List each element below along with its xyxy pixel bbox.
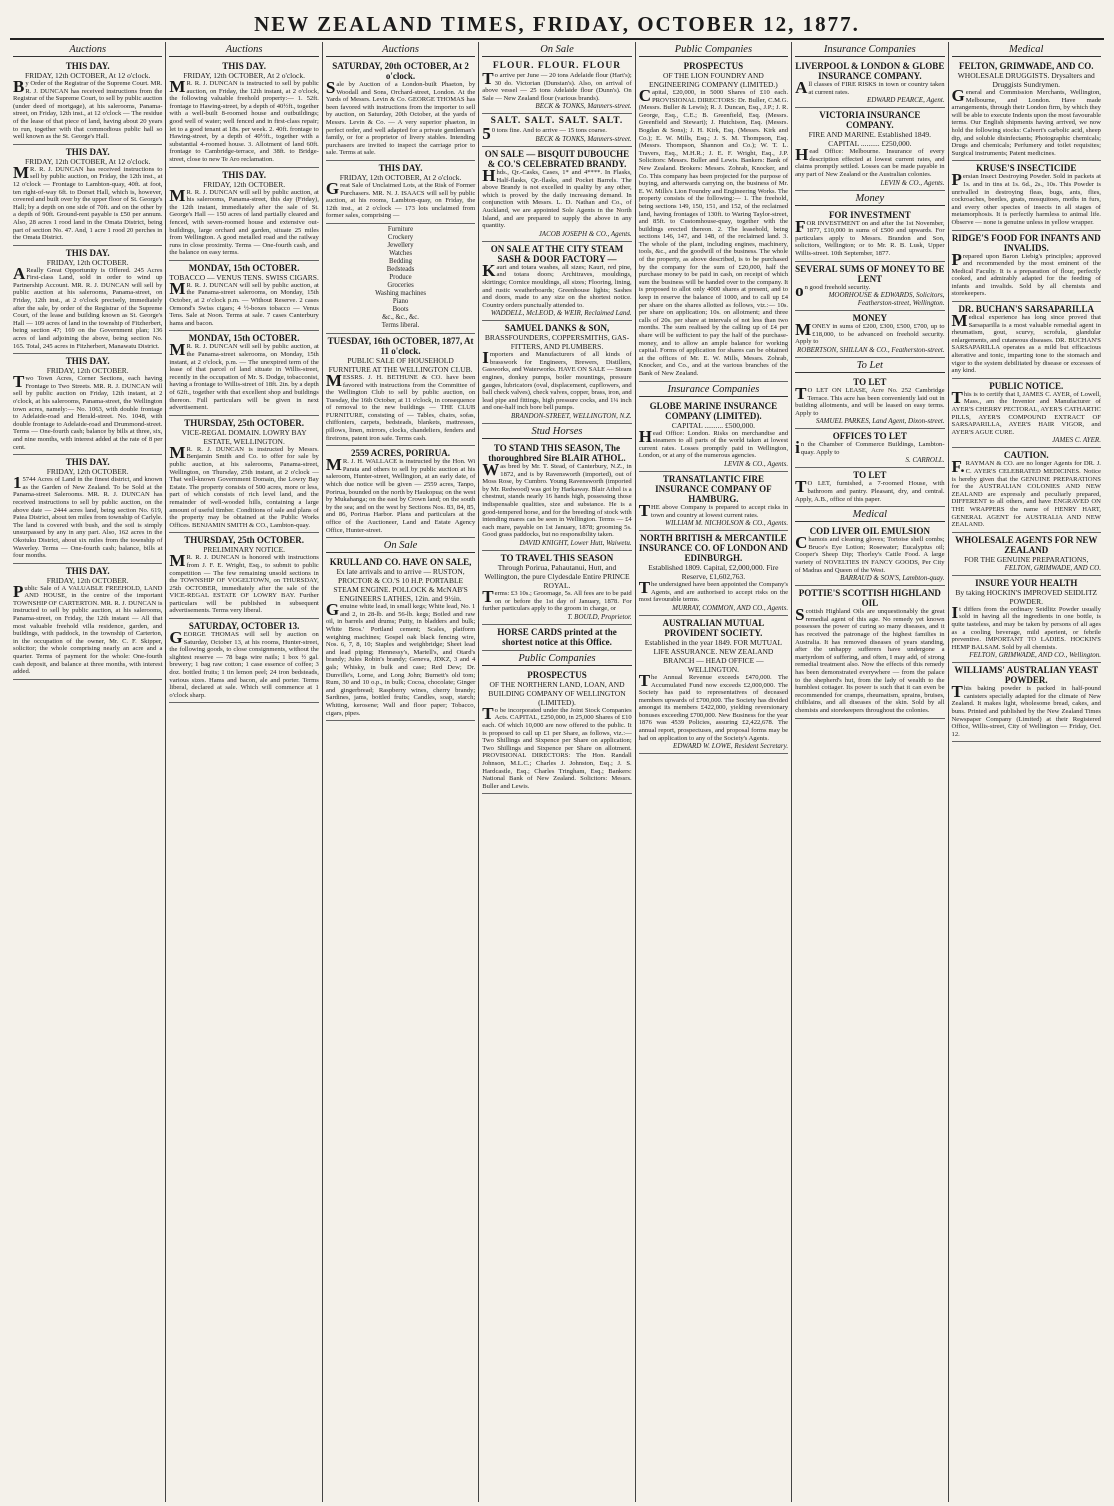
section-heading: To Let bbox=[795, 359, 944, 373]
ad-body: MR. R. J. DUNCAN is honored with instructions from J. F. E. Wright, Esq., to submit to public competition — The few remaining unsold sections in the TOWNSHIP OF VOGELTOWN, on THURSDAY, 25th OCTOBER, immediately after the sale of the VICE-REGAL ESTATE OF LOWRY BAY. Further particulars will be published in subsequent advertisements. Terms very liberal. bbox=[169, 551, 319, 615]
advertisement bbox=[952, 379, 1101, 449]
ad-subheading: FRIDAY, 12th OCTOBER. bbox=[46, 575, 129, 585]
ad-heading: ON SALE AT THE CITY STEAM SASH & DOOR FACTORY — bbox=[490, 243, 624, 264]
ad-subheading: By taking HOCKIN'S IMPROVED SEIDLITZ POWDER. bbox=[955, 587, 1098, 606]
advertisement bbox=[482, 625, 631, 651]
ad-subheading: FRIDAY, 12th OCTOBER. bbox=[46, 257, 129, 267]
ad-heading: THIS DAY. bbox=[378, 162, 423, 173]
ad-subheading: FRIDAY, 12th OCTOBER, At 2 o'clock. bbox=[339, 172, 462, 182]
ad-signature: JACOB JOSEPH & CO., Agents. bbox=[538, 229, 632, 238]
ad-signature: BRANDON-STREET, WELLINGTON, N.Z. bbox=[510, 412, 632, 421]
ad-heading: KRUSE'S INSECTICIDE bbox=[976, 163, 1077, 174]
ad-subheading: Established 1809. Capital, £2,000,000. Fire Reserve, £1,602,763. bbox=[648, 563, 779, 582]
advertisement bbox=[326, 555, 475, 721]
ad-body: MR. R. J. DUNCAN will sell by public auction, at his salerooms, Panama-street, this day (Friday), the 12th instant, immediately after the sale of St. George's Hall — 150 acres of land partially cleared and fenced, with seven-roomed house and extensive out-buildings, large orchard and garden, situate 25 miles from Wellington. A good metalled road and the railway runs in close proximity. Terms — One-fourth cash, and the balance on easy terms. bbox=[169, 185, 319, 257]
ad-signature: MOORHOUSE & EDWARDS, Solicitors, Featherston-street, Wellington. bbox=[828, 291, 945, 308]
ad-subheading: FIRE AND MARINE. Established 1849. CAPITAL .......... £250,000. bbox=[808, 130, 932, 149]
advertisement bbox=[482, 551, 631, 625]
ad-heading: GLOBE MARINE INSURANCE COMPANY (LIMITED). bbox=[649, 400, 778, 421]
ad-subheading: FRIDAY, 12th OCTOBER, At 12 o'clock. bbox=[25, 71, 151, 80]
advertisement bbox=[482, 59, 631, 114]
ad-banner: FLOUR. FLOUR. FLOUR bbox=[492, 61, 622, 71]
ad-subheading: FOR THE GENUINE PREPARATIONS, bbox=[964, 554, 1089, 564]
ad-heading: THIS DAY. bbox=[65, 247, 110, 258]
advertisement bbox=[952, 161, 1101, 230]
column-6 bbox=[792, 42, 948, 1502]
advertisement bbox=[326, 161, 475, 224]
ad-signature: LEVIN & CO., Agents. bbox=[880, 178, 945, 187]
ad-body: F.RAYMAN & CO. are no longer Agents for DR. J. C. AYER'S CELEBRATED MEDICINES. Notice is hereby given that the GENUINE PREPARATIONS for the AUSTRALIAN COLONIES AND NEW ZEALAND are expressly and peculiarly prepared, DIFFERENT to all others, and have ENGRAVED ON THE WRAPPERS the name of HENRY HART, GENERAL AGENT for AUSTRALIA AND NEW ZEALAND. bbox=[951, 457, 1101, 529]
ad-body: Two Town Acres, Corner Sections, each having Frontage to Two Streets. MR. R. J. DUNCAN will sell by public auction on Friday, 12th instant, at 2 o'clock, at his salerooms, Panama-street, the Wellington town acres, namely:— No. 1063, with double frontage to Adelaide-road and Herald-street. No. 1048, with double frontage to Adelaide-road and Drummond-street. Terms — One-fourth cash; balance by bills at three, six, and nine months, with interest added at the rate of 8 per cent. bbox=[13, 372, 163, 451]
ad-heading: WHOLESALE AGENTS FOR NEW ZEALAND bbox=[955, 534, 1098, 555]
ad-body: in the Chamber of Commerce Buildings, Lambton-quay. Apply to bbox=[795, 438, 945, 458]
ad-body: TO LET, furnished, a 7-roomed House, with bathroom and pantry. Pleasant, dry, and central. Apply, A.B., office of this paper. bbox=[795, 477, 945, 503]
advertisement bbox=[952, 231, 1101, 303]
section-heading: Public Companies bbox=[482, 652, 631, 666]
ad-body: Persian Insect Destroying Powder. Sold in packets at 1s. and in tins at 1s. 6d., 2s., 10s. This Powder is unrivalled in destroying fleas, bugs, ants, flies, cockroaches, beetles, gnats, mosquitoes, moths in furs, and every other species of insects in all stages of metamorphosis. It is perfectly harmless to animal life. Observe — none is genuine unless in yellow wrapper. bbox=[951, 170, 1101, 226]
ad-heading: CAUTION. bbox=[1003, 450, 1049, 461]
ad-body: MONEY in sums of £200, £300, £500, £700, up to £18,000, to be advanced on freehold security. Apply to bbox=[795, 320, 945, 346]
ad-signature: MURRAY, COMMON, AND CO., Agents. bbox=[672, 603, 789, 612]
ad-body: To be incorporated under the Joint Stock Companies Acts. CAPITAL, £250,000, in 25,000 Shares of £10 each. Of which 10,000 are now offered to the public. It is proposed to call up £1 per Share, as follows, viz.:— Two Shillings and Sixpence per Share on application; Two Shillings and Sixpence per Share on allotment. PROVISIONAL DIRECTORS: The Hon. Randall Johnson, M.L.C.; Charles J. Johnston, Esq.; J. S. Hardcastle, Esq.; Charles Tringham, Esq.; Bankers: National Bank of New Zealand. Solicitors: Messrs. Buller and Lewis. bbox=[482, 703, 632, 790]
ad-subheading: OF THE LION FOUNDRY AND ENGINEERING COMPANY (LIMITED.) bbox=[648, 71, 778, 89]
advertisement bbox=[795, 108, 944, 190]
ad-subheading: Established in the year 1849. FOR MUTUAL LIFE ASSURANCE. NEW ZEALAND BRANCH — HEAD OFFICE — WELLINGTON. bbox=[644, 637, 783, 674]
ad-heading: WILLIAMS' AUSTRALIAN YEAST POWDER. bbox=[954, 665, 1099, 686]
ad-body: Head Office: Melbourne. Insurance of every description effected at lowest current rates, and claims promptly settled. Losses can be made payable in any part of New Zealand or the Australian colonies. bbox=[795, 145, 945, 178]
ad-subheading: FRIDAY, 12th OCTOBER. bbox=[46, 467, 129, 477]
ad-signature: BECK & TONKS, Manners-street. bbox=[535, 102, 632, 111]
ad-subheading: PUBLIC SALE OF HOUSEHOLD FURNITURE AT THE WELLINGTON CLUB. bbox=[328, 355, 473, 374]
ad-body: To arrive per June — 20 tons Adelaide flour (Hart's); 30 do. Victorian (Dunstan's). Also, on arrival of above vessel — 25 tons Adelaide flour (Dunn's). On Sale — New Zealand flour (various brands). bbox=[482, 69, 632, 102]
advertisement bbox=[13, 564, 162, 680]
ad-heading: THIS DAY. bbox=[65, 61, 110, 71]
ad-body: The Annual Revenue exceeds £470,000. The Accumulated Fund now exceeds £2,000,000. The Society has paid to representatives of deceased members upwards of £700,000. The Society has divided amongst its members £422,000, yielding reversionary bonuses exceeding £700,000. New Business for the year 1876 was 4539 Policies, assuring £2,422,678. The annual report, prospectuses, and proposal forms may be had on application to any of the Society's Agents. bbox=[638, 670, 789, 742]
ad-heading: NORTH BRITISH & MERCANTILE INSURANCE CO. OF LONDON AND EDINBURGH. bbox=[638, 533, 788, 564]
column-1 bbox=[10, 42, 166, 1502]
ad-body: This is to certify that I, JAMES C. AYER, of Lowell, Mass., am the Inventor and Manufacturer of AYER'S CHERRY PECTORAL, AYER'S CATHARTIC PILLS, AYER'S COMPOUND EXTRACT OF SARSAPARILLA, AYER'S HAIR VIGOR, and AYER'S AGUE CURE. bbox=[951, 387, 1101, 436]
ad-heading: DR. BUCHAN'S SARSAPARILLA bbox=[958, 304, 1095, 315]
advertisement bbox=[795, 311, 944, 358]
advertisement bbox=[639, 59, 788, 382]
ad-signature: BECK & TONKS, Manners-street. bbox=[535, 134, 632, 143]
masthead: NEW ZEALAND TIMES, FRIDAY, OCTOBER 12, 1877. bbox=[10, 10, 1104, 40]
advertisement bbox=[13, 455, 162, 564]
ad-subheading: OF THE NORTHERN LAND, LOAN, AND BUILDING COMPANY OF WELLINGTON (LIMITED). bbox=[488, 679, 626, 707]
ad-body: MR. J. H. WALLACE is instructed by the Hon. Wi Parata and others to sell by public auction at his saleroom, Hunter-street, Wellington, at an early date, of which due notice will be given — 2559 acres, Tanpo, Porirua, bounded on the north by Haukopua; on the west by Mukahanga; on the east by Crown land; on the south by the sea; and on the west by Sections Nos. 83, 84, 85, and 86, Porirua Harbor. Plans and particulars at the office of the Auctioneer, Land and Estate Agency Office, Hunter-street. bbox=[325, 455, 476, 534]
ad-body: Genuine white lead, in small kegs; White lead, No. 1 and 2, in 28-lb. and 56-lb. kegs; Boiled and raw oil, in barrels and drums; Putty, in bladders and bulk; White Bros.' Portland cement; Scales, platform weighing machines; Gospel oak black fencing wire, Nos. 6, 7, 8, 10; Staples and weighbridge; Sheet lead and lead piping; Hennessy's, Martell's, and Otard's brandy; Jules Robin's brandy; Geneva, JDKZ, 3 and 4 gals; Whisky, in bulk and case; Red Dew; Dr. Dunville's, Lorne, and Long John; Burnett's old tom; Rum, 30 and 10 o.p., in bulk; Cocoa, chocolate; Ginger and gingerbread; Raspberry wines, cherry brandy; Sardines, jams, bottled fruits; Candles, soap, starch; Whiting, kerosene; Wall and floor paper; Tobacco, cigars, pipes. bbox=[325, 600, 476, 717]
ad-body: MR. R. J. DUNCAN will sell by public auction, at the Panama-street salerooms, on Monday, 15th October, at 2 o'clock p.m. — Without Reserve. 2 cases Ormond's Swiss cigars; 4 ½-boxes tobacco — Venus Tens. Sale at Noon. Terms at sale. 7 cases Canterbury hams and bacon. bbox=[169, 278, 319, 327]
ad-heading: THURSDAY, 25th OCTOBER. bbox=[184, 535, 304, 546]
ad-body: This baking powder is packed in half-pound canisters specially adapted for the climate of New Zealand. It makes light, wholesome bread, cakes, and buns. Printed and published by the New Zealand Times Newspaper Company (Limited) at their Registered Office, Willis-street, City of Wellington — Friday, Oct. 12. bbox=[951, 682, 1101, 738]
column-5 bbox=[636, 42, 792, 1502]
column-4 bbox=[479, 42, 635, 1502]
section-heading: On Sale bbox=[326, 539, 475, 553]
ad-body: It differs from the ordinary Seidlitz Powder usually sold in having all the ingredients in one bottle, is quite tasteless, and may be taken by persons of all ages as a cooling beverage, mild aperient, or febrile preventive. IMPORTANT TO LADIES. HOCKIN'S HEMP BALSAM. Sold by all chemists. bbox=[951, 602, 1101, 651]
advertisement bbox=[795, 59, 944, 108]
ad-body: MR. R. J. DUNCAN has received instructions to sell by public auction, on Friday, the 12th inst., at 12 o'clock — Frontage to Lambton-quay, 40ft. at foot, ten right-of-way 6ft. to Dorset Hall, which is, however, covered and built over by the upper floor of St. George's Hall; by a depth on one side of 70ft. and on the other by a depth of 90ft. Ground-rent payable is £50 per annum. Also, 28 acres 1 rood land in the Omata District, being part of section No. 47. And, 1 acre 1 rood 20 perches in the Omata District. bbox=[13, 162, 163, 242]
section-heading: Auctions bbox=[326, 43, 475, 57]
ad-body: Chamois and cleaning gloves; Tortoise shell combs; Bruce's Eye Lotion; Rosewater; Eucalyptus oil; Cooper's Sheep Dip; Thorley's Cattle Food. A large variety of NOVELTIES IN FANCY GOODS, Per City of Madras and Queen of the West. bbox=[795, 533, 945, 574]
ad-signature: DAVID KNIGHT, Lower Hutt, Waiwetu. bbox=[519, 538, 632, 547]
ad-body: TO LET ON LEASE, Acre No. 252 Cambridge Terrace. This acre has been conveniently laid out in building allotments, and will be leased on easy terms. Apply to bbox=[795, 383, 945, 417]
advertisement bbox=[952, 448, 1101, 532]
ad-heading: THIS DAY. bbox=[222, 61, 267, 71]
ad-body: AReally Great Opportunity is Offered. 245 Acres First-class Land, sold in order to wind up Partnership Account. MR. R. J. DUNCAN will sell by public auction at his salerooms, Panama-street, on Friday, 12th inst., at 2 o'clock precisely, immediately after the sale, by order of the Registrar of the Supreme Court, of the lease and building known as St. George's Hall — 109 acres of land in the township of Fitzherbert, being section 47; 169 on the Government plan; 136 acres of land adjoining the above, being section No. 165. Total, 245 acres in Fitzherbert, Manawatu District. bbox=[13, 263, 163, 350]
ad-heading: 2559 ACRES, PORIRUA. bbox=[351, 448, 451, 459]
ad-body: 15744 Acres of Land in the finest district, and known as the Garden of New Zealand. To be Sold at the Panama-street Salerooms. MR. R. J. DUNCAN has received instructions to sell by public auction, on the above date — 2444 acres land, being section No. 619, Patea District, about ten miles from township of Carlyle. The land is covered with bush, and the soil is simply unsurpassed by any in any part. Also, 162 acres in the Okotuku District, about six miles from the township of Waverley. Terms — One-fourth cash; balance, bills at four months. bbox=[13, 473, 163, 560]
ad-signature: FELTON, GRIMWADE, AND CO., Wellington. bbox=[969, 651, 1101, 660]
advertisement bbox=[795, 429, 944, 468]
advertisement bbox=[952, 59, 1101, 161]
ad-body: Importers and Manufacturers of all kinds of brasswork for Engineers, Brewers, Distillers, Gasworks, and Waterworks. HAVE ON SALE — Steam engines, donkey pumps, boiler mountings, pressure gauges, lubricators (oval, displacement, cupflowers, and ball check valves), check valves, copper, brass, iron, and lead pipe and fittings, high pressure cocks, and 1¼ inch and one-half inch bore bell pumps. bbox=[482, 348, 632, 412]
ad-body: By Order of the Registrar of the Supreme Court. MR. R. J. DUNCAN has received instructions from the Registrar of the Supreme Court, to sell by public auction (under deed of mortgage), at his salerooms, Panama-street, on Friday, 12th inst., at 12 o'clock — The residue of the lease of that piece of land, having about 20 years to run, together with that commodious public hall so well known as the St. George's Hall. bbox=[13, 77, 163, 141]
ad-heading: VICTORIA INSURANCE COMPANY. bbox=[819, 110, 921, 131]
advertisement bbox=[952, 576, 1101, 664]
ad-banner: SALT. SALT. SALT. SALT. bbox=[490, 116, 624, 127]
ad-subheading: WHOLESALE DRUGGISTS. Drysalters and Druggists Sundrymen. bbox=[957, 71, 1095, 89]
section-heading: Money bbox=[795, 192, 944, 206]
ad-body: FOR INVESTMENT on and after the 1st November, 1877, £10,000 in sums of £500 and upwards. For particulars apply to Messrs. Brandon and Son, solicitors, Wellington; or to Mr. R. B. Lusk, Upper Willis-street. 10th September, 1877. bbox=[795, 216, 945, 257]
ad-heading: HORSE CARDS printed at the shortest notice at this Office. bbox=[497, 626, 617, 647]
section-heading: Medical bbox=[952, 43, 1101, 57]
column-2 bbox=[166, 42, 322, 1502]
advertisement bbox=[169, 261, 318, 332]
advertisement bbox=[639, 472, 788, 531]
ad-heading: THIS DAY. bbox=[65, 565, 110, 576]
ad-body: Great Sale of Unclaimed Lots, at the Risk of Former Purchasers. MR. N. J. ISAACS will sell by public auction, at his rooms, Lambton-quay, on Friday, the 12th inst., at 2 o'clock — 173 lots unclaimed from former sales, comprising — bbox=[325, 178, 476, 220]
advertisement bbox=[639, 531, 788, 616]
advertisement bbox=[326, 334, 475, 446]
advertisement bbox=[169, 168, 318, 261]
ad-heading: FELTON, GRIMWADE, AND CO. bbox=[958, 61, 1094, 71]
ad-body: Scottish Highland Oils are unquestionably the great remedial agent of this age. No remedy yet known possesses the power of curing so many diseases, and it has received the patronage of the highest families in Australia. It has removed diseases of years standing, after the unhappy sufferers have undergone a martyrdom of suffering, and often, I may add, of strong remedial treatment also. Now the effects of this remedy has been demonstrated everywhere — from the palace to the shepherd's hut, from the lady of wealth to the humblest cottager. Its power is such that it can even be recommended for cramps, rheumatism, sprains, bruises, chilblains, and all diseases of the skin. Sold by all chemists and storekeepers throughout the colonies. bbox=[795, 605, 945, 714]
advertisement bbox=[795, 375, 944, 429]
advertisement bbox=[13, 145, 162, 246]
advertisement bbox=[482, 147, 631, 242]
section-heading: On Sale bbox=[482, 43, 631, 57]
ad-heading: MONEY bbox=[852, 313, 888, 324]
ad-subheading: TOBACCO — VENUS TENS. SWISS CIGARS. bbox=[169, 272, 319, 282]
section-heading: Stud Horses bbox=[482, 425, 631, 439]
ad-heading: AUSTRALIAN MUTUAL PROVIDENT SOCIETY. bbox=[662, 617, 765, 638]
ad-signature: ROBERTSON, SHILLAN & CO., Featherston-street. bbox=[797, 345, 945, 354]
advertisement bbox=[795, 524, 944, 586]
ad-signature: SAMUEL PARKES, Land Agent, Dixon-street. bbox=[815, 417, 945, 426]
ad-subheading: Ex late arrivals and to arrive — RUSTON, PROCTOR & CO.'S 10 H.P. PORTABLE STEAM ENGINE. POLLOCK & McNAB'S ENGINEERS LATHES, 12in. and 9½in. bbox=[333, 567, 468, 604]
ad-signature: FELTON, GRIMWADE, AND CO. bbox=[1004, 563, 1101, 572]
ad-body: Prepared upon Baron Liebig's principles; approved and recommended by the most eminent of the Medical Faculty. It is a preparation of flour, perfectly cooked, and admirably adapted for the feeding of infants and invalids. Sold by all chemists and storekeepers. bbox=[951, 249, 1101, 298]
ad-signature: EDWARD W. LOWE, Resident Secretary. bbox=[673, 742, 789, 751]
advertisement bbox=[169, 59, 318, 168]
ad-signature: BARRAUD & SON'S, Lambton-quay. bbox=[840, 574, 945, 583]
section-heading: Insurance Companies bbox=[795, 43, 944, 57]
ad-body: Hhds., Qr.-Casks, Cases, 1* and 4****. In Flasks, Half-flasks, Qr.-flasks, and Pocket Barrels. The above Brandy is not excelled in quality by any other, which is proved by the daily increasing demand. In conjunction with Messrs. L. D. Nathan and Co., of Auckland, we are appointed Sole Agents in the North Island, and are prepared to supply the above in any quantity. bbox=[482, 165, 632, 230]
ad-heading: SAMUEL DANKS & SON, bbox=[504, 323, 610, 334]
ad-signature: JAMES C. AYER. bbox=[1052, 436, 1101, 445]
ad-heading: INSURE YOUR HEALTH bbox=[975, 577, 1078, 588]
ad-heading: TRANSATLANTIC FIRE INSURANCE COMPANY OF HAMBURG. bbox=[655, 473, 772, 504]
advertisement bbox=[639, 616, 788, 754]
advertisement bbox=[169, 619, 318, 703]
ad-signature: S. CARROLL. bbox=[905, 456, 945, 465]
ad-heading: TO LET bbox=[853, 470, 887, 481]
ad-heading: PROSPECTUS bbox=[683, 61, 744, 71]
ad-heading: KRULL AND CO. HAVE ON SALE, bbox=[329, 557, 472, 568]
ad-heading: MONDAY, 15th OCTOBER. bbox=[188, 262, 300, 273]
ad-signature: LEVIN & CO., Agents. bbox=[724, 459, 789, 468]
ad-heading: FOR INVESTMENT bbox=[828, 209, 911, 220]
advertisement bbox=[482, 242, 631, 322]
section-heading: Medical bbox=[795, 508, 944, 522]
section-heading: Insurance Companies bbox=[639, 383, 788, 397]
ad-signature: WILLIAM M. NICHOLSON & CO., Agents. bbox=[665, 519, 789, 528]
column-3 bbox=[323, 42, 479, 1502]
ad-heading: PUBLIC NOTICE. bbox=[989, 380, 1064, 391]
ad-heading: RIDGE'S FOOD FOR INFANTS AND INVALIDS. bbox=[951, 232, 1101, 253]
ad-heading: THURSDAY, 25th OCTOBER. bbox=[184, 417, 304, 428]
ad-heading: SATURDAY, OCTOBER 13. bbox=[188, 621, 300, 632]
ad-heading: ON SALE — BISQUIT DUBOUCHE & CO.'S CELEBRATED BRANDY. bbox=[484, 148, 630, 169]
ad-signature: EDWARD PEARCE, Agent. bbox=[867, 96, 945, 105]
ad-signature: T. BOULD, Proprietor. bbox=[567, 612, 632, 621]
advertisement bbox=[482, 114, 631, 147]
advertisement bbox=[482, 668, 631, 795]
ad-body: Terms: £3 10s.; Groomage, 5s. All fees are to be paid on or before the 1st day of January, 1878. For further particulars apply to the groom in charge, or bbox=[482, 586, 632, 613]
ad-heading: THIS DAY. bbox=[65, 457, 110, 468]
advertisement bbox=[169, 533, 318, 619]
advertisement bbox=[482, 321, 631, 424]
ad-body: Medical experience has long since proved that Sarsaparilla is a most valuable remedial agent in rheumatism, gout, scurvy, scrofula, glandular enlargements, and cutaneous diseases. DR. BUCHAN'S SARSAPARILLA operates as a mild but efficacious alterative and tonic, imparting tone to the stomach and vigor to the system debilitated by disease or excesses of any kind. bbox=[951, 311, 1101, 375]
ad-body: GEORGE THOMAS will sell by auction on Saturday, October 13, at his rooms, Hunter-street, the following goods, to close consignments, without the slightest reserve — 78 bags wire nails; 1 box ½ gal. brewery; 1 bag raw cotton; 1 case essence of coffee; 3 doz. bottled fruits; 1 tin lemon peel; 24 iron bedsteads, various sizes. Hams and bacon, ale and porter. Terms liberal, declared at sale. Which will commence at 1 o'clock sharp. bbox=[169, 628, 319, 699]
ad-heading: OFFICES TO LET bbox=[832, 431, 907, 442]
advertisement bbox=[326, 59, 475, 161]
advertisement bbox=[952, 302, 1101, 379]
ad-body: MR. R. J. DUNCAN will sell by public auction, at the Panama-street salerooms, on Monday, 15th instant, at 2 o'clock, p.m. — The unexpired term of the lease of that parcel of land situate in Willis-street, recently in the occupation of Mr. S. Dodge, tobacconist, having a frontage to Willis-street of 18ft. 2in. by a depth of 62ft., together with that excellent shop and buildings thereon. Full particulars will be given in next advertisement. bbox=[169, 340, 319, 412]
ad-body: General and Commission Merchants, Wellington, Melbourne, and London. Have made arrangements, through their London firm, by which they will be able to execute Indents upon the most favourable terms. Our English shipments having arrived, we now hold the following stocks: Calvert's carbolic acid, sheep dip, and soluble disinfectants; Photographic chemicals; Drugs and chemicals; Perfumery and toilet requisites; Surgical instruments; Patent medicines. bbox=[951, 86, 1101, 157]
advertisement bbox=[795, 262, 944, 312]
ad-heading: LIVERPOOL & LONDON & GLOBE INSURANCE COMPANY. bbox=[795, 61, 945, 81]
ad-heading: TO TRAVEL THIS SEASON bbox=[500, 552, 614, 563]
advertisement bbox=[326, 446, 475, 538]
ad-heading: THIS DAY. bbox=[65, 146, 110, 157]
ad-heading: THIS DAY. bbox=[65, 356, 110, 367]
section-heading: Auctions bbox=[13, 43, 162, 57]
ad-heading: POTTIE'S SCOTTISH HIGHLAND OIL bbox=[798, 588, 941, 609]
section-heading: Auctions bbox=[169, 43, 318, 57]
advertisement bbox=[952, 533, 1101, 576]
ad-body: Head Office: London. Risks on merchandise and steamers to all parts of the world taken at lowest current rates. Losses promptly paid in Wellington, London, or at any of the numerous agencies. bbox=[638, 426, 789, 460]
advertisement bbox=[169, 416, 318, 534]
ad-subheading: FRIDAY, 12th OCTOBER, At 2 o'clock. bbox=[183, 71, 305, 80]
advertisement bbox=[13, 354, 162, 455]
advertisement bbox=[13, 59, 162, 145]
advertisement bbox=[795, 586, 944, 718]
ad-list: Furniture Crockery Jewellery Watches Bedding Bedsteads Produce Groceries Washing machines Piano Boots &c., &c., &c. Terms liberal. bbox=[375, 225, 427, 329]
ad-body: Public Sale of A VALUABLE FREEHOLD, LAND AND HOUSE, in the centre of the important TOWNSHIP OF CARTERTON. MR. R. J. DUNCAN is instructed to sell by public auction, at his salerooms, Panama-street, on Friday, the 12th instant — All that most valuable freehold villa residence, garden, and buildings, with paddock, in the township of Carterton, in the occupation of the owner, Mr. C. F. Skipper, solicitor; the whole comprising nearly an acre and a quarter. Terms of payment for the whole: One-fourth cash deposit, and balance at three months, with interest added. bbox=[13, 581, 163, 676]
ad-body: MR. R. J. DUNCAN is instructed to sell by public auction, on Friday, the 12th instant, at 2 o'clock, the following valuable freehold property:— 1. 52ft. frontage to Hawing-street, by a depth of 40½ft., together with a well-built 8-roomed house and outbuildings; good well of water; well fenced and in first-class repair; let to a good tenant at 18s. per week. 2. 40ft. frontage to Hawing-street, by a depth of 40½ft., together with a substantial 4-roomed house. 3. Allotment of land 60ft. frontage to Cambridge-terrace, and 38ft. to Bridge-street, close to new Te Aro reclamation. bbox=[169, 77, 319, 163]
ad-heading: PROSPECTUS bbox=[527, 669, 587, 680]
ad-heading: MONDAY, 15th OCTOBER. bbox=[188, 333, 300, 344]
advertisement bbox=[639, 399, 788, 472]
ad-subheading: CAPITAL .......... £500,000. bbox=[671, 420, 756, 430]
ad-body: Was bred by Mr. T. Stead, of Canterbury, N.Z., in 1872, and is by Ravensworth (imported), out of Moss Rose, by Cumbro. Young Ravensworth (imported by Mr. Redwood) was got by Harkaway. Blair Athol is a chestnut, stands nearly 16 hands high, possessing those indispensable qualities, size and substance. He is a good-tempered horse, and for the breeding of stock with intending mares can be seen in Wellington. Terms — £4 each mare, payable on 1st January, 1878; grooming 5s. Good grass paddocks, but no responsibility taken. bbox=[482, 460, 632, 539]
ad-subheading: BRASSFOUNDERS, COPPERSMITHS, GAS-FITTERS, AND PLUMBERS. bbox=[484, 333, 630, 352]
advertisement bbox=[482, 441, 631, 551]
columns bbox=[10, 42, 1104, 1502]
ad-body: on good freehold security. bbox=[795, 280, 871, 300]
advertisement bbox=[795, 468, 944, 507]
ad-heading: THIS DAY. bbox=[222, 169, 267, 180]
ad-body: MR. R. J. DUNCAN is instructed by Messrs. Benjamin Smith and Co. to offer for sale by public auction, at his salerooms, Panama-street, Wellington, on Thursday, 25th instant, at 2 o'clock — That well-known Government Domain, the Lowry Bay Estate. The property consists of 500 acres, more or less, part of which consists of rich level land, and the remainder of well-wooded hills, containing a large amount of useful timber. Conditions of sale and plans of the property may be obtained at the Public Works Offices. BENJAMIN SMITH & CO., Lambton-quay. bbox=[169, 442, 319, 529]
ad-subheading: VICE-REGAL DOMAIN. LOWRY BAY ESTATE, WELLINGTON. bbox=[181, 427, 307, 446]
ad-heading: TO STAND THIS SEASON, The thoroughbred Sire BLAIR ATHOL. bbox=[488, 443, 626, 464]
ad-body: Kauri and totara washes, all sizes; Kauri, red pine, and totara doors; Architraves, mouldings, skirtings; Cornice mouldings, all sizes; Flooring, lining, and rustic weatherboards; Greenhouse lights; Sashes and doors, made to any size on the shortest notice. Country orders punctually attended to. bbox=[482, 260, 632, 309]
ad-subheading: Through Porirua, Pahautanui, Hutt, and Wellington, the pure Clydesdale Entire PRINCE ROYAL. bbox=[484, 562, 630, 590]
ad-subheading: PRELIMINARY NOTICE. bbox=[203, 545, 286, 555]
ad-heading: TUESDAY, 16th OCTOBER, 1877, At 11 o'clock. bbox=[327, 335, 474, 356]
section-heading: Public Companies bbox=[639, 43, 788, 57]
ad-body: Capital, £20,000, in 5000 Shares of £10 each. PROVISIONAL DIRECTORS: Dr. Buller, C.M.G. (Messrs. Buller & Lewis); R. J. Duncan, Esq., J.P.; J. R. George, Esq., C.E.; B. Greenfield, Esq. (Messrs. Greenfield and Stewart); J. Hutchison, Esq. (Messrs. Bogdan & Sons); J. H. Kirk, Esq. (Messrs. Kirk and Co.); E. W. Mills, Esq.; J. S. M. Thompson, Esq. (Messrs. Thompson, Shannon and Co.); W. T. L. Travers, Esq., M.H.R.; J. E. F. Wright, Esq., J.P. Solicitors: Messrs. Buller and Lewis. Bankers: Bank of New Zealand. Brokers: Messrs. Zohrab, Knocker, and Co. This company has been projected for the purpose of buying, and afterwards carrying on, the business of Mr. E. W. Mills's Lion Foundry and Engineering Works. The property consists of the following:— 1. The freehold, being sections 149, 150, 151, and 152, of the reclaimed land, having frontages of 130ft. to Waring Taylor-street, and 85ft. to Customhouse-quay, together with the buildings erected thereon. 2. The leasehold, being sections 146, 147, and 148, of the reclaimed land. 3. The whole of the plant, including engines, machinery, tools, &c., and the goodwill of the business. The whole of the property, as above described, is to be purchased by the company for the sum of £20,000, half the purchase money to be paid in cash, on receipt of which sum the business will be handed over to the company. It is proposed to allot only 4000 shares at present, and to keep in reserve the balance of 1000, and to call up £4 per share on the shares allotted as follows, viz.:— 10s. per share on application; 10s. on allotment; and three calls of 20s. per share at intervals of not less than two months. The sum realised by the calling up of £4 per share will be sufficient to pay the half of the purchase-money, and to allow an ample balance for working capital. Forms of application for shares can be obtained at the offices of Mr. E. W. Mills, Messrs. Zohrab, Knocker, and Co., and at the various branches of the Bank of New Zealand. bbox=[638, 86, 789, 377]
ad-body: The undersigned have been appointed the Company's Agents, and are authorised to accept risks on the most favourable terms. bbox=[638, 578, 789, 604]
ad-signature: WADDELL, McLEOD, & WEIR, Reclaimed Land. bbox=[490, 309, 632, 318]
ad-body: All classes of FIRE RISKS in town or country taken at current rates. bbox=[795, 78, 945, 97]
advertisement bbox=[326, 224, 475, 334]
ad-body: 50 tons fine. And to arrive — 15 tons coarse. bbox=[482, 124, 607, 144]
advertisement bbox=[169, 331, 318, 415]
ad-subheading: FRIDAY, 12th OCTOBER. bbox=[46, 366, 129, 376]
ad-subheading: FRIDAY, 12th OCTOBER. bbox=[203, 179, 286, 189]
advertisement bbox=[13, 246, 162, 355]
advertisement bbox=[952, 663, 1101, 742]
column-7 bbox=[949, 42, 1104, 1502]
ad-heading: SATURDAY, 20th OCTOBER, At 2 o'clock. bbox=[332, 61, 469, 81]
ad-heading: SEVERAL SUMS OF MONEY TO BE LENT bbox=[795, 263, 945, 284]
ad-body: MESSRS. J. H. BETHUNE & CO. have been favored with instructions from the Committee of the Wellington Club to sell by public auction, on Tuesday, the 16th October, at 11 o'clock, in consequence of removal to the new buildings — THE CLUB FURNITURE, consisting of — Tables, chairs, sofas, chiffoniers, carpets, bedsteads, blankets, mattresses, pillows, linen, mirrors, clocks, chandeliers, fenders and fireirons, patent iron safe. Terms cash. bbox=[325, 370, 476, 442]
ad-subheading: FRIDAY, 12th OCTOBER, At 12 o'clock. bbox=[25, 156, 151, 166]
ad-heading: TO LET bbox=[853, 376, 887, 387]
advertisement bbox=[795, 208, 944, 262]
ad-body: THE above Company is prepared to accept risks in town and country at lowest current rates. bbox=[638, 500, 789, 520]
ad-body: Sale by Auction of a London-built Phaeton, by Woodall and Sons, Orchard-street, London. At the Yards of Messrs. Levin & Co. GEORGE THOMAS has been favored with instructions from the importer to sell by auction, on Saturday, 20th October, at the yards of Messrs. Levin & Co. — A very superior phaeton, in perfect order, and well adapted for a private gentleman's family, or for a proprietor of livery stables. Intending purchasers are invited to inspect the carriage prior to sale. Terms at sale. bbox=[325, 78, 476, 157]
ad-heading: COD LIVER OIL EMULSION bbox=[809, 526, 930, 537]
